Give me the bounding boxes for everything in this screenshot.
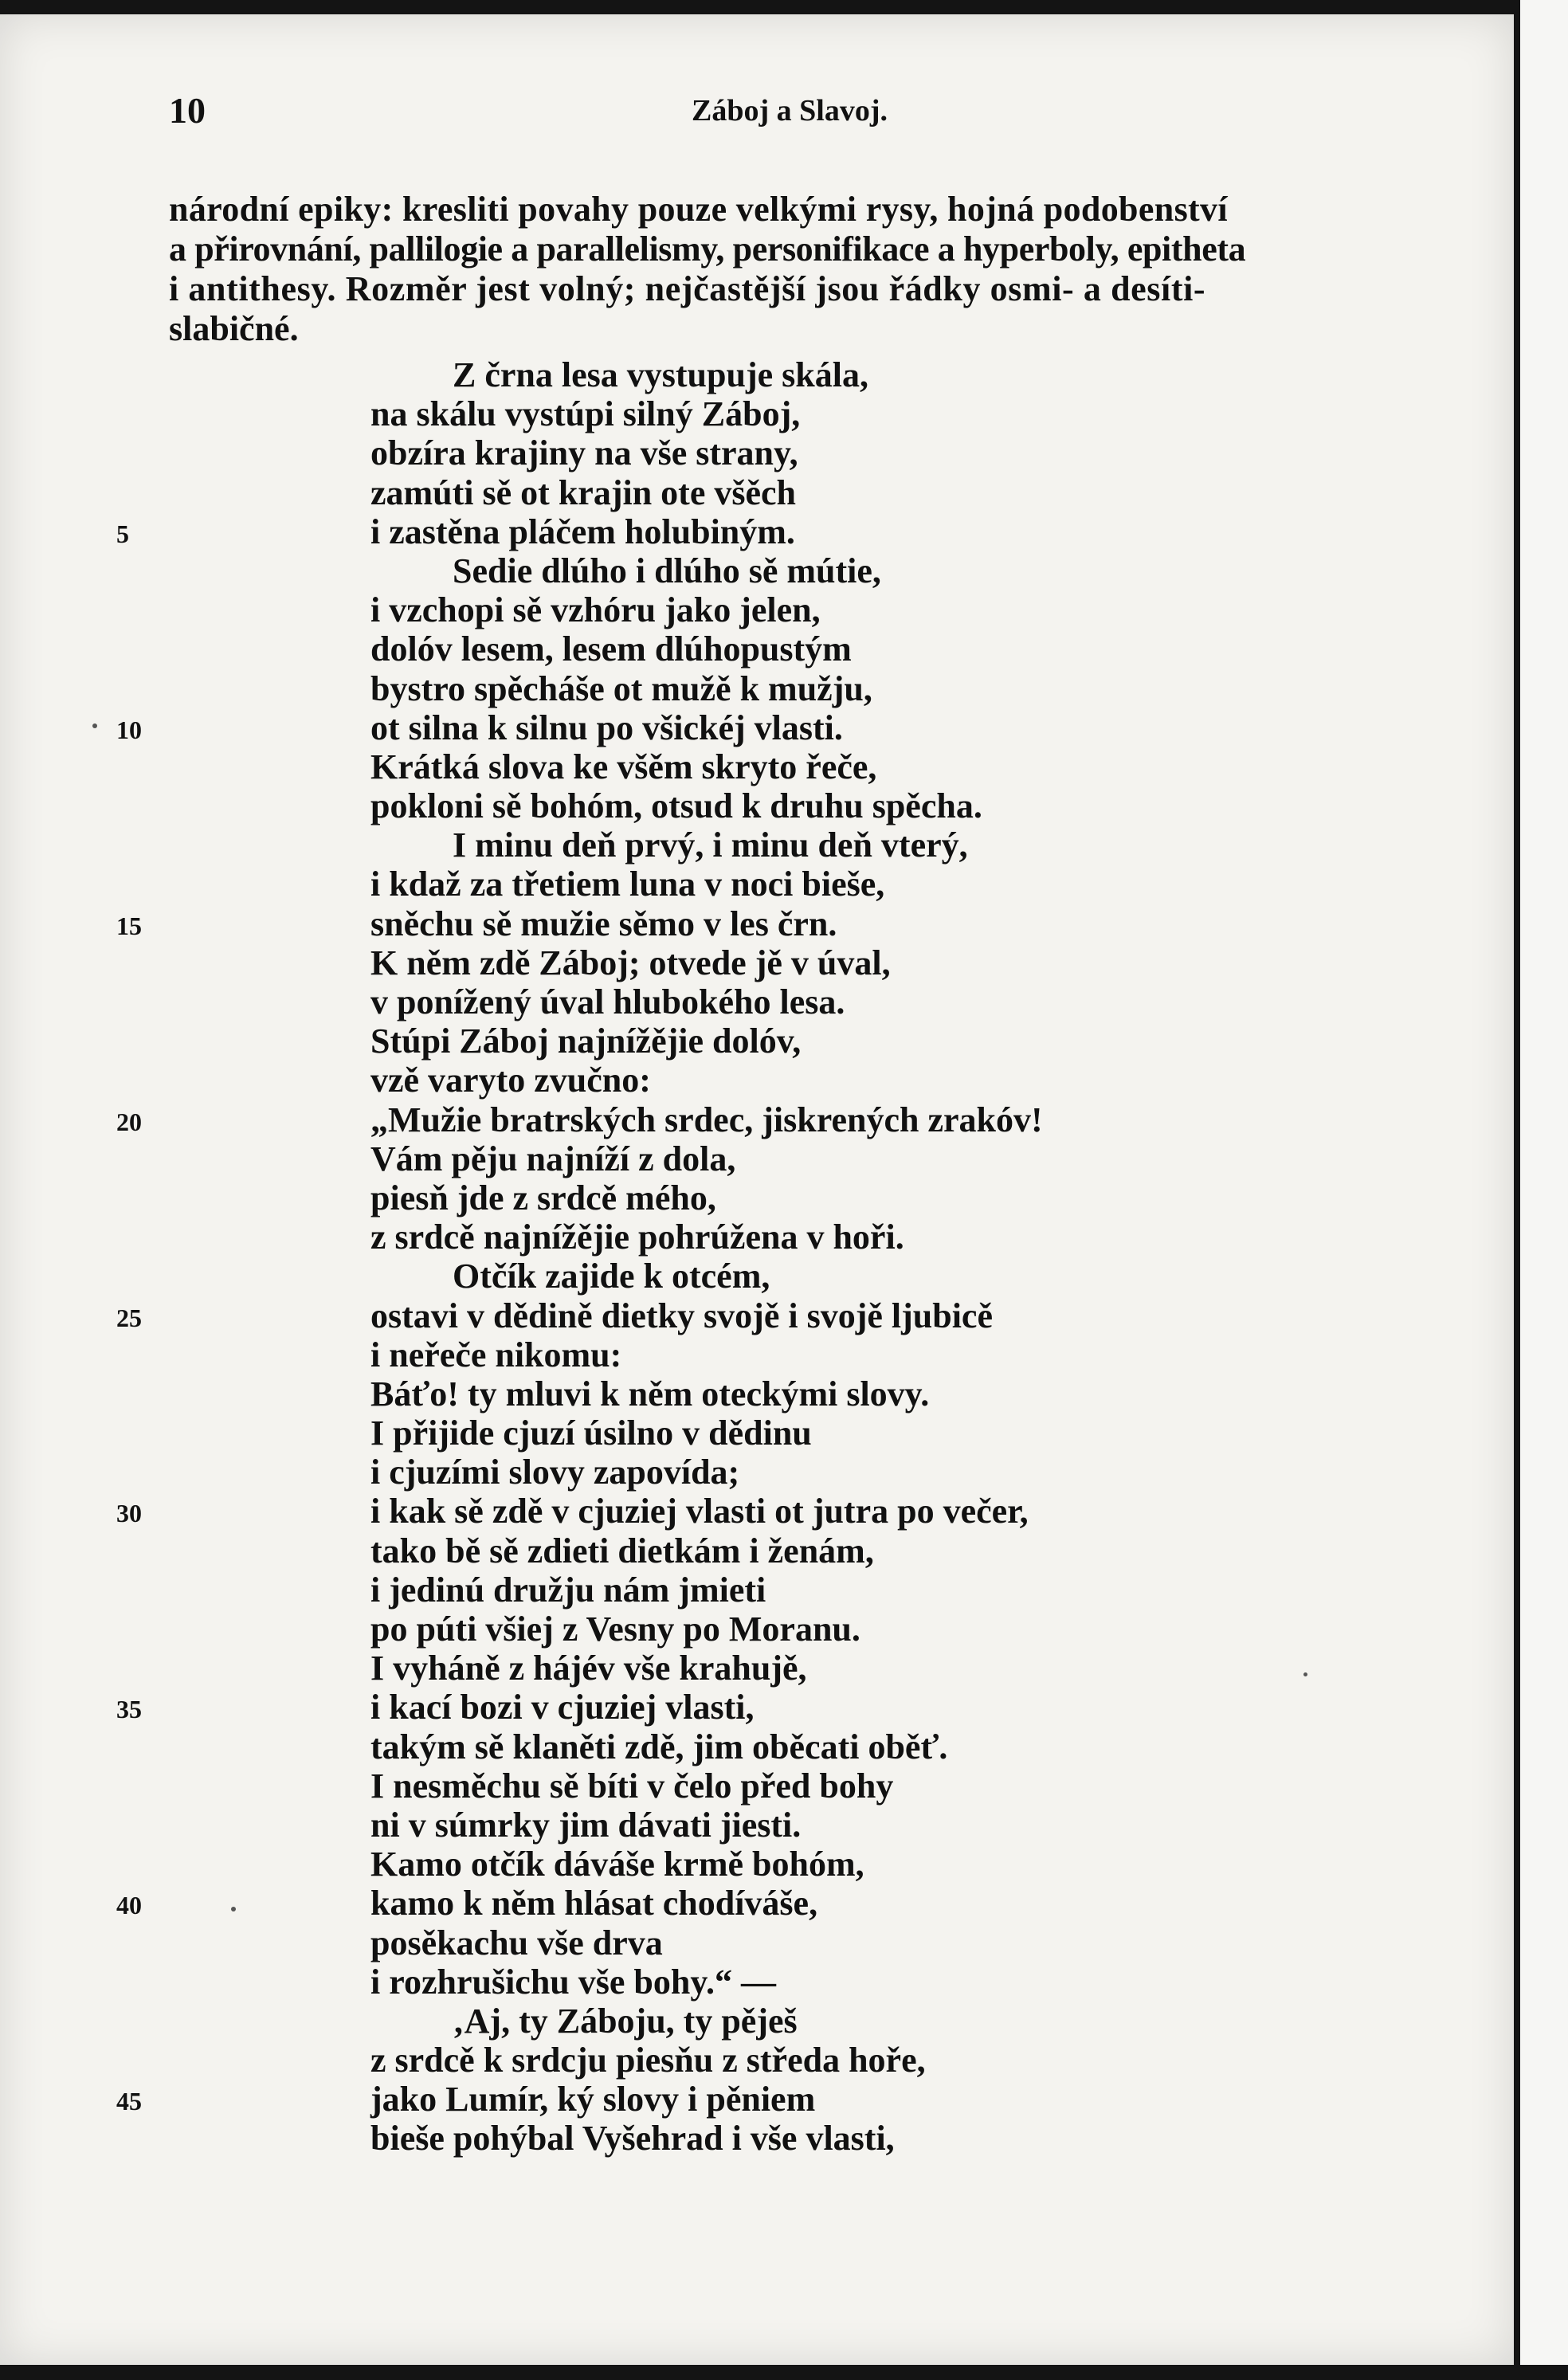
poem-line: [0, 1806, 1514, 1845]
verse-text: i kdaž za třetiem luna v noci bieše,: [370, 865, 885, 904]
verse-text: v ponížený úval hlubokého lesa.: [370, 982, 845, 1021]
intro-line: národní epiky: kresliti povahy pouze velkými rysy, hojná podobenství: [169, 190, 1228, 229]
verse-text: dolóv lesem, lesem dlúhopustým: [370, 629, 852, 669]
verse-text: i vzchopi sě vzhóru jako jelen,: [370, 590, 821, 630]
poem-line: [0, 1453, 1514, 1492]
verse-text: z srdcě k srdcju piesňu z středa hoře,: [370, 2041, 926, 2080]
verse-text: Báťo! ty mluvi k něm oteckými slovy.: [370, 1374, 930, 1413]
verse-text: vzě varyto zvučno:: [370, 1061, 651, 1100]
poem-line: [0, 747, 1514, 786]
verse-text: Kamo otčík dáváše krmě bohóm,: [370, 1845, 864, 1884]
poem-line: [0, 2080, 1514, 2119]
verse-text: piesň jde z srdcě mého,: [370, 1178, 716, 1217]
verse-text: Sedie dlúho i dlúho sě mútie,: [453, 551, 881, 590]
verse-text: kamo k něm hlásat chodíváše,: [370, 1884, 818, 1923]
verse-text: sněchu sě mužie sěmo v les črn.: [370, 904, 837, 943]
running-head: Záboj a Slavoj.: [692, 94, 888, 127]
poem-line: [0, 2002, 1514, 2041]
poem-line: [0, 1962, 1514, 2002]
scan-right-margin: [1520, 0, 1568, 2380]
verse-text: ‚Aj, ty Záboju, ty pěješ: [453, 2001, 798, 2041]
verse-text: posěkachu vše drva: [370, 1923, 663, 1962]
poem-line: [0, 1845, 1514, 1884]
poem-line: [0, 1217, 1514, 1257]
poem-line: [0, 786, 1514, 825]
poem-line: [0, 1766, 1514, 1806]
poem-line: [0, 355, 1514, 394]
verse-text: i kací bozi v cjuziej vlasti,: [370, 1688, 755, 1727]
poem-line: [0, 1021, 1514, 1061]
poem-line: [0, 1688, 1514, 1727]
poem-line: [0, 1727, 1514, 1766]
verse-text: „Mužie bratrských srdec, jiskrených zrakóv!: [370, 1100, 1043, 1139]
verse-text: I minu deň prvý, i minu deň vterý,: [453, 825, 968, 865]
intro-line: i antithesy. Rozměr jest volný; nejčastější jsou řádky osmi- a desíti-: [169, 269, 1206, 308]
poem-line: [0, 1061, 1514, 1100]
poem-line: [0, 1492, 1514, 1531]
verse-text: zamúti sě ot krajin ote všěch: [370, 472, 797, 512]
line-number: 25: [116, 1303, 142, 1332]
line-number: 45: [116, 2087, 142, 2116]
scan-top-border: [0, 0, 1568, 14]
poem-line: [0, 1884, 1514, 1923]
poem-line: [0, 825, 1514, 865]
poem-line: [0, 1335, 1514, 1374]
verse-text: jako Lumír, ký slovy i pěniem: [370, 2080, 816, 2119]
poem-line: [0, 982, 1514, 1021]
poem-line: [0, 2041, 1514, 2080]
line-number: 15: [116, 911, 142, 940]
poem-line: [0, 1923, 1514, 1962]
intro-line: a přirovnání, pallilogie a parallelismy, personifikace a hyperboly, epitheta: [169, 229, 1246, 269]
poem-line: [0, 1139, 1514, 1178]
poem-line: [0, 1570, 1514, 1610]
verse-text: Krátká slova ke všěm skryto řeče,: [370, 747, 877, 786]
verse-text: i jedinú družju nám jmieti: [370, 1570, 766, 1610]
poem-line: [0, 1374, 1514, 1413]
verse-text: Vám pěju najníží z dola,: [370, 1139, 736, 1178]
verse-text: ni v súmrky jim dávati jiesti.: [370, 1805, 802, 1845]
poem-line: [0, 1413, 1514, 1453]
verse-text: Stúpi Záboj najnížějie dolóv,: [370, 1021, 802, 1061]
verse-text: pokloni sě bohóm, otsud k druhu spěcha.: [370, 786, 982, 826]
poem-line: [0, 904, 1514, 943]
poem-line: [0, 433, 1514, 472]
verse-text: tako bě sě zdieti dietkám i ženám,: [370, 1531, 874, 1570]
line-number: 40: [116, 1891, 142, 1920]
scan-right-divider: [1514, 0, 1520, 2380]
verse-text: i zastěna pláčem holubiným.: [370, 512, 795, 551]
verse-text: i rozhrušichu vše bohy.“ —: [370, 1962, 776, 2002]
verse-text: po púti všiej z Vesny po Moranu.: [370, 1610, 860, 1649]
verse-text: K něm zdě Záboj; otvede jě v úval,: [370, 943, 891, 982]
verse-text: ostavi v dědině dietky svojě i svojě ljubicě: [370, 1296, 993, 1335]
poem-line: [0, 669, 1514, 708]
poem-line: [0, 2119, 1514, 2158]
poem-line: [0, 943, 1514, 982]
intro-line: slabičné.: [169, 309, 299, 348]
verse-text: i neřeče nikomu:: [370, 1335, 622, 1374]
poem-line: [0, 708, 1514, 747]
line-number: 5: [116, 519, 129, 548]
verse-text: na skálu vystúpi silný Záboj,: [370, 394, 801, 434]
verse-text: bystro spěcháše ot mužě k mužju,: [370, 669, 872, 708]
page-number: 10: [169, 90, 206, 131]
line-number: 20: [116, 1107, 142, 1136]
poem-line: [0, 1100, 1514, 1139]
verse-text: I přijide cjuzí úsilno v dědinu: [370, 1413, 812, 1453]
poem-line: [0, 394, 1514, 433]
poem-line: [0, 473, 1514, 512]
verse-text: Z črna lesa vystupuje skála,: [453, 355, 868, 394]
poem-line: [0, 1649, 1514, 1688]
line-number: 30: [116, 1499, 142, 1528]
verse-text: z srdcě najnížějie pohrúžena v hoři.: [370, 1217, 904, 1257]
poem-line: [0, 512, 1514, 551]
verse-text: takým sě klaněti zdě, jim oběcati oběť.: [370, 1727, 948, 1766]
verse-text: i cjuzími slovy zapovída;: [370, 1453, 740, 1492]
poem-line: [0, 590, 1514, 629]
verse-text: obzíra krajiny na vše strany,: [370, 433, 798, 473]
scan-bottom-border: [0, 2365, 1568, 2380]
poem-line: [0, 1296, 1514, 1335]
poem-line: [0, 865, 1514, 904]
line-number: 35: [116, 1695, 142, 1724]
verse-text: i kak sě zdě v cjuziej vlasti ot jutra po večer,: [370, 1492, 1029, 1531]
poem-line: [0, 1178, 1514, 1217]
verse-text: bieše pohýbal Vyšehrad i vše vlasti,: [370, 2119, 895, 2158]
verse-text: Otčík zajide k otcém,: [453, 1257, 770, 1296]
verse-text: I vyháně z hájév vše krahujě,: [370, 1649, 807, 1688]
poem-line: [0, 551, 1514, 590]
intro-paragraph: [169, 190, 1458, 349]
verse-text: ot silna k silnu po všickéj vlasti.: [370, 708, 843, 747]
poem-line: [0, 1257, 1514, 1296]
poem: [0, 355, 1514, 2158]
verse-text: I nesměchu sě bíti v čelo před bohy: [370, 1766, 894, 1806]
poem-line: [0, 629, 1514, 669]
line-number: 10: [116, 715, 142, 744]
poem-line: [0, 1531, 1514, 1570]
poem-line: [0, 1610, 1514, 1649]
